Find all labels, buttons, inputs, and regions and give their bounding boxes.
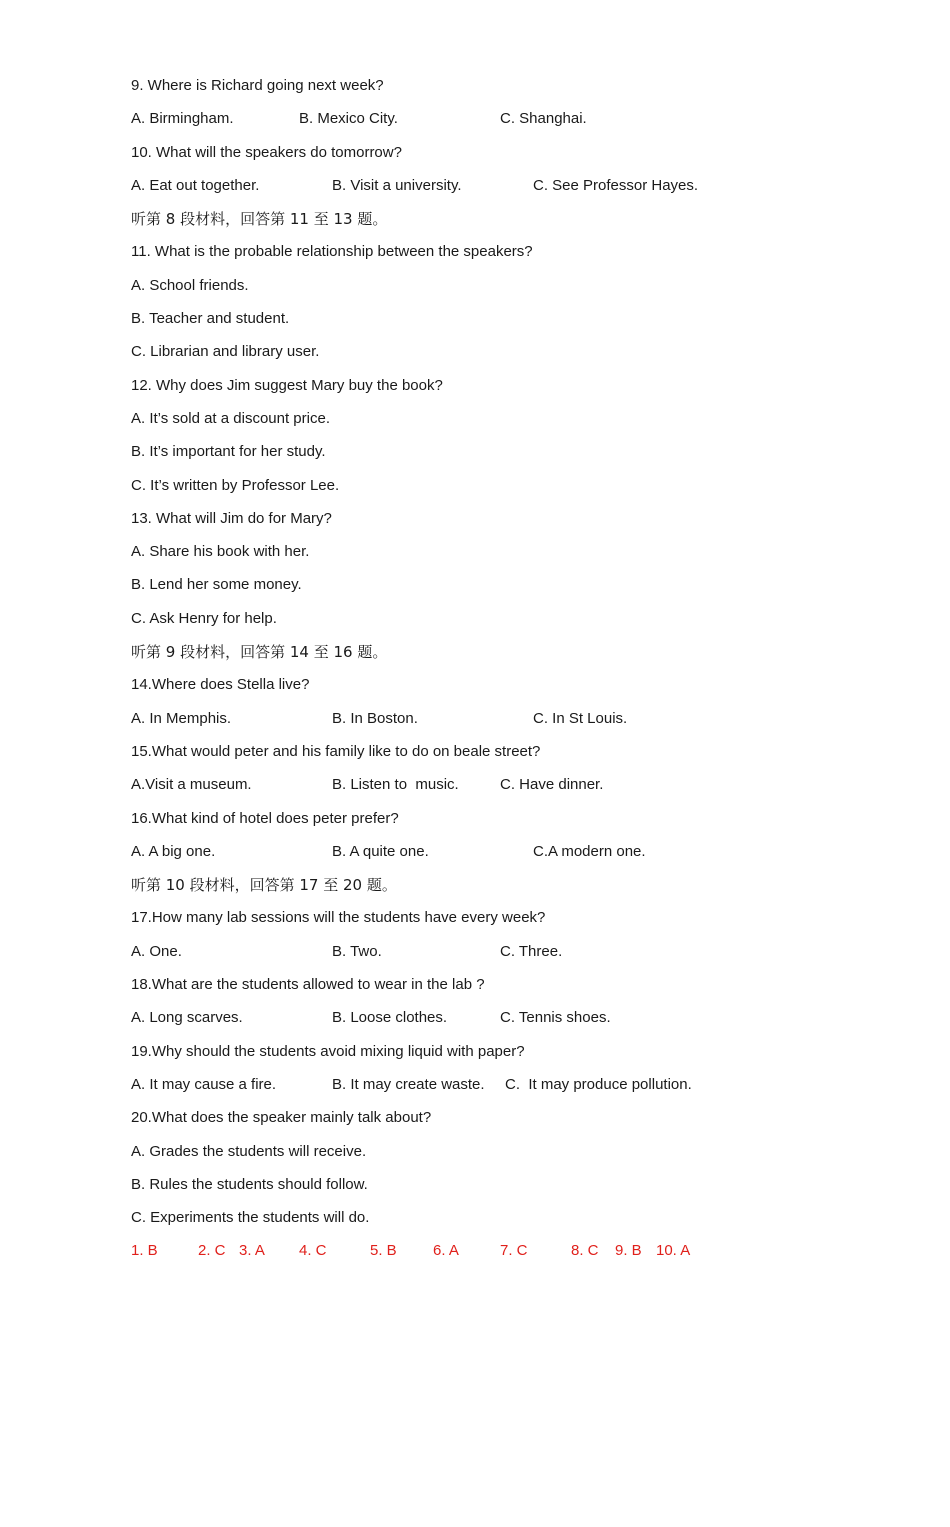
section-9-heading: 听第 9 段材料，回答第 14 至 16 题。 [131,643,388,662]
option-14b: B. In Boston. [332,709,418,727]
option-10c: C. See Professor Hayes. [533,176,699,194]
question-17: 17.How many lab sessions will the students have every week? [131,909,546,927]
question-10: 10. What will the speakers do tomorrow? [131,143,402,161]
answer-7: 7. C [500,1242,528,1260]
option-15a: A.Visit a museum. [131,776,252,794]
option-11a: A. School friends. [131,276,249,294]
option-15b: B. Listen to music. [332,776,459,794]
answer-5: 5. B [370,1242,397,1260]
question-9: 9. Where is Richard going next week? [131,77,384,94]
section-8-heading: 听第 8 段材料，回答第 11 至 13 题。 [131,210,388,229]
option-17b: B. Two. [332,942,382,960]
answer-1: 1. B [131,1242,158,1260]
options-16 [131,840,831,873]
option-18c: C. Tennis shoes. [500,1009,611,1027]
question-14: 14.Where does Stella live? [131,676,310,694]
question-15: 15.What would peter and his family like to do on beale street? [131,742,541,760]
option-16a: A. A big one. [131,842,216,860]
option-20a: A. Grades the students will receive. [131,1142,367,1160]
option-18a: A. Long scarves. [131,1009,243,1027]
answer-10: 10. A [656,1242,691,1260]
question-12: 12. Why does Jim suggest Mary buy the book? [131,376,443,394]
options-19 [131,1073,831,1106]
option-13c: C. Ask Henry for help. [131,609,277,627]
option-19a: A. It may cause a fire. [131,1075,277,1093]
option-19b: B. It may create waste. [332,1075,485,1093]
option-14a: A. In Memphis. [131,709,232,727]
option-11b: B. Teacher and student. [131,310,290,328]
option-20b: B. Rules the students should follow. [131,1175,368,1193]
option-9a: A. Birmingham. [131,110,234,128]
option-16c: C.A modern one. [533,842,646,860]
section-10-heading: 听第 10 段材料，回答第 17 至 20 题。 [131,876,397,895]
document-page [131,74,831,1273]
options-15 [131,773,831,806]
answer-key [131,1239,831,1272]
question-18: 18.What are the students allowed to wear in the lab ? [131,976,485,994]
question-16: 16.What kind of hotel does peter prefer? [131,809,399,827]
option-9b: B. Mexico City. [299,110,398,128]
option-13a: A. Share his book with her. [131,543,310,561]
option-14c: C. In St Louis. [533,709,628,727]
option-10b: B. Visit a university. [332,176,462,194]
option-10a: A. Eat out together. [131,176,260,194]
answer-4: 4. C [299,1242,327,1260]
options-18 [131,1006,831,1039]
option-12a: A. It’s sold at a discount price. [131,409,330,427]
options-17 [131,940,831,973]
answer-9: 9. B [615,1242,642,1260]
option-19c: C. It may produce pollution. [505,1075,692,1093]
question-20: 20.What does the speaker mainly talk about? [131,1109,432,1127]
options-9 [131,107,831,140]
option-15c: C. Have dinner. [500,776,604,794]
question-13: 13. What will Jim do for Mary? [131,509,332,527]
question-19: 19.Why should the students avoid mixing liquid with paper? [131,1042,525,1060]
options-10 [131,174,831,207]
option-11c: C. Librarian and library user. [131,343,320,361]
option-17a: A. One. [131,942,182,960]
option-9c: C. Shanghai. [500,110,587,128]
option-18b: B. Loose clothes. [332,1009,448,1027]
option-20c: C. Experiments the students will do. [131,1209,370,1227]
option-12c: C. It’s written by Professor Lee. [131,476,340,494]
answer-2: 2. C [198,1242,226,1260]
option-12b: B. It’s important for her study. [131,443,326,461]
option-13b: B. Lend her some money. [131,576,302,594]
answer-8: 8. C [571,1242,599,1260]
answer-3: 3. A [239,1242,265,1260]
option-17c: C. Three. [500,942,563,960]
option-16b: B. A quite one. [332,842,429,860]
answer-6: 6. A [433,1242,459,1260]
question-11: 11. What is the probable relationship between the speakers? [131,243,533,261]
options-14 [131,707,831,740]
